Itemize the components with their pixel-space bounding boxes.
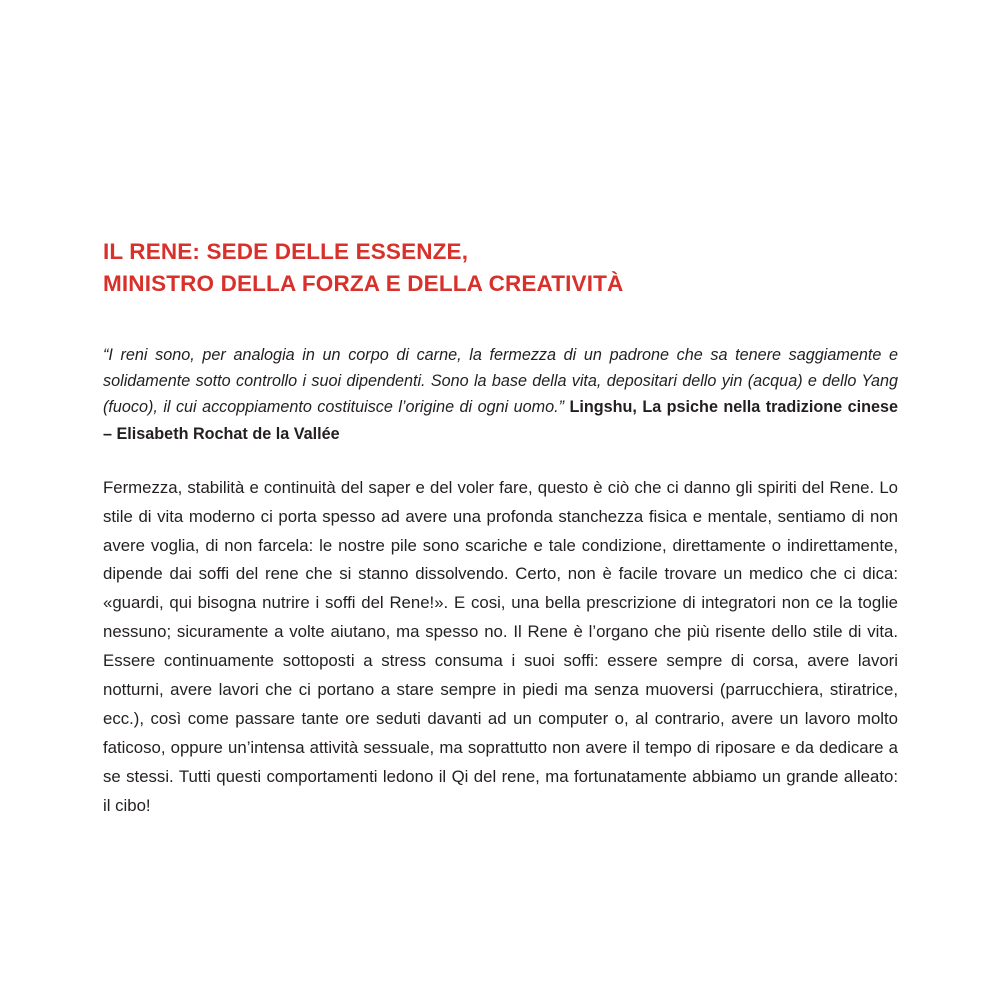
body-paragraph-1: Fermezza, stabilità e continuità del saper e del voler fare, questo è ciò che ci danno gli spiriti del Rene. Lo stile di vita moderno ci porta spesso ad avere una profonda stanchezza fisica e mentale, sentiamo di non avere voglia, di non farcela: le nostre pile sono scariche e tale condizione, direttamente o indirettamente, dipende dai soffi del rene che si stanno dissolvendo. Certo, non è facile trovare un medico che ci dica: «guardi, qui bisogna nutrire i soffi del Rene!». E cosi, una bella prescrizione di integratori non ce la toglie nessuno; sicuramente a volte aiutano, ma spesso no. Il Rene è l’organo che più risente dello stile di vita. Essere continuamente sottoposti a stress consuma i suoi soffi: essere sempre di corsa, avere lavori notturni, avere lavori che ci portano a stare sempre in piedi ma senza muoversi (parrucchiera, stiratrice, ecc.), così come passare tante ore seduti davanti ad un computer o, al contrario, avere un lavoro molto faticoso, oppure un’intensa attività sessuale, ma soprattutto non avere il tempo di riposare e da dedicare a se stessi. Tutti questi comportamenti ledono il Qi del rene, ma fortunatamente abbiamo un grande alleato: il cibo! — [103, 477, 898, 815]
page-title-line-1: IL RENE: SEDE DELLE ESSENZE, — [103, 239, 469, 264]
page-title — [103, 236, 898, 300]
quotation-attribution: Lingshu, La psiche nella tradizione cinese – Elisabeth Rochat de la Vallée — [103, 398, 898, 443]
quotation-block — [103, 342, 898, 447]
page-title-line-2: MINISTRO DELLA FORZA E DELLA CREATIVITÀ — [103, 270, 624, 296]
quotation-text: “I reni sono, per analogia in un corpo di carne, la fermezza di un padrone che sa tenere saggiamente e solidamente sotto controllo i suoi dipendenti. Sono la base della vita, depositari dello yin (acqua) e dello Yang (fuoco), il cui accoppiamento costituisce l’origine di ogni uomo.” — [103, 345, 898, 417]
document-content — [103, 236, 898, 821]
body-block — [103, 474, 898, 821]
